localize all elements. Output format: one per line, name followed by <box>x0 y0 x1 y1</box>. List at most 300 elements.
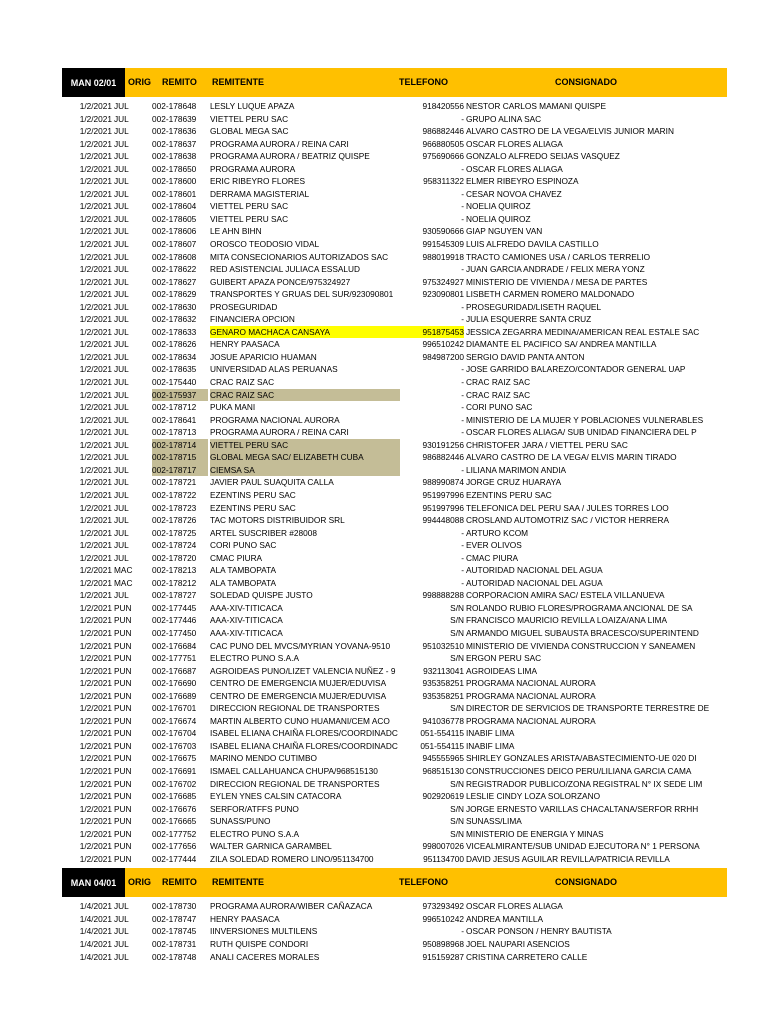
consignee-cell: JOEL NAUPARI ASENCIOS <box>466 939 570 949</box>
remito-cell: 002-176704 <box>152 728 197 739</box>
phone-cell: - <box>461 414 464 425</box>
origin-cell: JUL <box>114 464 129 475</box>
table-row <box>62 464 727 477</box>
column-header-remito: REMITO <box>162 77 197 87</box>
date-cell: 1/2/2021 <box>79 439 112 450</box>
remito-cell: 002-176691 <box>152 765 197 776</box>
table-row <box>62 627 727 640</box>
date-cell: 1/2/2021 <box>79 728 112 739</box>
sender-cell: CMAC PIURA <box>210 552 263 563</box>
column-header-consignado: CONSIGNADO <box>555 877 618 888</box>
origin-cell: JUL <box>114 101 129 111</box>
date-cell: 1/2/2021 <box>79 690 112 701</box>
phone-cell: - <box>461 163 464 174</box>
consignee-cell: CRISTINA CARRETERO CALLE <box>466 951 588 962</box>
column-header-telefono: TELEFONO <box>399 877 448 888</box>
origin-cell: JUL <box>114 926 129 937</box>
manifest-label: MAN 04/01 <box>62 868 125 897</box>
consignee-cell: EVER OLIVOS <box>466 540 522 551</box>
date-cell: 1/2/2021 <box>79 389 112 400</box>
phone-cell: - <box>461 577 464 588</box>
sender-cell: CENTRO DE EMERGENCIA MUJER/EDUVISA <box>210 678 387 689</box>
consignee-cell: EZENTINS PERU SAC <box>466 489 552 500</box>
date-cell: 1/2/2021 <box>79 377 112 388</box>
date-cell: 1/2/2021 <box>79 201 112 212</box>
remito-cell: 002-178714 <box>152 439 208 452</box>
date-cell: 1/2/2021 <box>79 640 112 651</box>
phone-cell: 935358251 <box>422 678 464 689</box>
table-row <box>62 602 727 615</box>
date-cell: 1/2/2021 <box>79 414 112 425</box>
origin-cell: JUL <box>114 901 129 912</box>
sender-cell: GENARO MACHACA CANSAYA <box>210 326 400 339</box>
table-row <box>62 113 727 126</box>
consignee-cell: AGROIDEAS LIMA <box>466 665 538 676</box>
table-row <box>62 752 727 765</box>
origin-cell: JUL <box>114 239 129 250</box>
table-row <box>62 828 727 841</box>
origin-cell: PUN <box>114 690 132 701</box>
remito-cell: 002-178748 <box>152 951 197 962</box>
sender-cell: PROGRAMA AURORA / REINA CARI <box>210 427 349 438</box>
table-row <box>62 577 727 590</box>
phone-cell: 988019918 <box>422 251 464 262</box>
sender-cell: EYLEN YNES CALSIN CATACORA <box>210 791 342 802</box>
date-cell: 1/2/2021 <box>79 176 112 187</box>
origin-cell: JUL <box>114 213 129 224</box>
date-cell: 1/2/2021 <box>79 841 112 852</box>
date-cell: 1/2/2021 <box>79 301 112 312</box>
table-row <box>62 276 727 289</box>
date-cell: 1/2/2021 <box>79 715 112 726</box>
date-cell: 1/4/2021 <box>79 901 112 912</box>
remito-cell: 002-178715 <box>152 451 208 464</box>
remito-cell: 002-178727 <box>152 590 197 601</box>
consignee-cell: PROSEGURIDAD/LISETH RAQUEL <box>466 301 602 312</box>
sender-cell: CAC PUNO DEL MVCS/MYRIAN YOVANA-9510 <box>210 640 391 651</box>
phone-cell: S/N <box>450 816 464 827</box>
phone-cell: - <box>461 201 464 212</box>
remito-cell: 002-178717 <box>152 464 208 477</box>
sender-cell: MITA CONSECIONARIOS AUTORIZADOS SAC <box>210 251 389 262</box>
table-row <box>62 476 727 489</box>
sender-cell: DIRECCION REGIONAL DE TRANSPORTES <box>210 703 380 714</box>
table-row <box>62 238 727 251</box>
date-cell: 1/2/2021 <box>79 113 112 124</box>
phone-cell: S/N <box>450 602 464 613</box>
origin-cell: PUN <box>114 778 132 789</box>
origin-cell: PUN <box>114 841 132 852</box>
origin-cell: JUL <box>114 489 129 500</box>
consignee-cell: LISBETH CARMEN ROMERO MALDONADO <box>466 289 635 300</box>
table-row <box>62 925 727 938</box>
table-row <box>62 938 727 951</box>
origin-cell: JUL <box>114 552 129 563</box>
date-cell: 1/2/2021 <box>79 590 112 601</box>
phone-cell: 975690666 <box>422 151 464 162</box>
origin-cell: JUL <box>114 540 129 551</box>
remito-cell: 002-176703 <box>152 740 197 751</box>
phone-cell: 991545309 <box>422 239 464 250</box>
sender-cell: CENTRO DE EMERGENCIA MUJER/EDUVISA <box>210 690 387 701</box>
phone-cell: S/N <box>450 828 464 839</box>
table-row <box>62 100 727 113</box>
origin-cell: JUL <box>114 502 129 513</box>
consignee-cell: OSCAR FLORES ALIAGA <box>466 138 563 149</box>
date-cell: 1/4/2021 <box>79 951 112 962</box>
phone-cell: 951032510 <box>422 640 464 651</box>
date-cell: 1/2/2021 <box>79 791 112 802</box>
remito-cell: 002-178648 <box>152 101 197 111</box>
sender-cell: JOSUE APARICIO HUAMAN <box>210 351 317 362</box>
column-header-consignado: CONSIGNADO <box>555 77 618 87</box>
remito-cell: 002-176674 <box>152 715 197 726</box>
phone-cell: - <box>461 527 464 538</box>
consignee-cell: CORPORACION AMIRA SAC/ ESTELA VILLANUEVA <box>466 590 665 601</box>
remito-cell: 002-178634 <box>152 351 197 362</box>
remito-cell: 002-178726 <box>152 515 197 526</box>
sender-cell: GLOBAL MEGA SAC <box>210 126 289 137</box>
consignee-cell: VICEALMIRANTE/SUB UNIDAD EJECUTORA N° 1 PERSONA <box>466 841 700 852</box>
consignee-cell: GONZALO ALFREDO SEIJAS VASQUEZ <box>466 151 620 162</box>
table-row <box>62 552 727 565</box>
sender-cell: ANALI CACERES MORALES <box>210 951 320 962</box>
sender-cell: EZENTINS PERU SAC <box>210 489 296 500</box>
remito-cell: 002-178641 <box>152 414 197 425</box>
phone-cell: 998888288 <box>422 590 464 601</box>
date-cell: 1/2/2021 <box>79 540 112 551</box>
remito-cell: 002-178723 <box>152 502 197 513</box>
date-cell: 1/2/2021 <box>79 853 112 864</box>
remito-cell: 002-176665 <box>152 816 197 827</box>
date-cell: 1/2/2021 <box>79 464 112 475</box>
sender-cell: LESLY LUQUE APAZA <box>210 101 295 111</box>
table-row <box>62 539 727 552</box>
remito-cell: 002-178633 <box>152 326 197 337</box>
table-row <box>62 652 727 665</box>
consignee-cell: GRUPO ALINA SAC <box>466 113 542 124</box>
consignee-cell: PROGRAMA NACIONAL AURORA <box>466 678 596 689</box>
origin-cell: JUL <box>114 226 129 237</box>
sender-cell: ISABEL ELIANA CHAIÑA FLORES/COORDINADC <box>210 728 398 739</box>
origin-cell: JUL <box>114 377 129 388</box>
table-row <box>62 313 727 326</box>
consignee-cell: NOELIA QUIROZ <box>466 201 531 212</box>
consignee-cell: AUTORIDAD NACIONAL DEL AGUA <box>466 565 603 576</box>
consignee-cell: CMAC PIURA <box>466 552 519 563</box>
phone-cell: S/N <box>450 615 464 626</box>
origin-cell: JUL <box>114 477 129 488</box>
remito-cell: 002-178725 <box>152 527 197 538</box>
consignee-cell: FRANCISCO MAURICIO REVILLA LOAIZA/ANA LIMA <box>466 615 668 626</box>
consignee-cell: ALVARO CASTRO DE LA VEGA/ELVIS JUNIOR MARIN <box>466 126 674 137</box>
table-row <box>62 665 727 678</box>
origin-cell: JUL <box>114 126 129 137</box>
phone-cell: 958311322 <box>423 176 464 187</box>
phone-cell: 994448088 <box>422 515 464 526</box>
column-header-remitente: REMITENTE <box>212 77 265 87</box>
remito-cell: 002-176675 <box>152 753 197 764</box>
remito-cell: 002-177751 <box>152 653 197 664</box>
consignee-cell: LUIS ALFREDO DAVILA CASTILLO <box>466 239 599 250</box>
phone-cell: 988990874 <box>422 477 464 488</box>
table-row <box>62 263 727 276</box>
date-cell: 1/4/2021 <box>79 939 112 949</box>
consignee-cell: DAVID JESUS AGUILAR REVILLA/PATRICIA REVILLA <box>466 853 670 864</box>
consignee-cell: NOELIA QUIROZ <box>466 213 531 224</box>
phone-cell: 998007026 <box>422 841 464 852</box>
origin-cell: JUL <box>114 201 129 212</box>
table-row <box>62 213 727 226</box>
table-row <box>62 225 727 238</box>
origin-cell: PUN <box>114 791 132 802</box>
date-cell: 1/2/2021 <box>79 502 112 513</box>
table-row <box>62 677 727 690</box>
origin-cell: JUL <box>114 590 129 601</box>
phone-cell: 984987200 <box>422 351 464 362</box>
remito-cell: 002-178607 <box>152 239 197 250</box>
consignee-cell: JUAN GARCIA ANDRADE / FELIX MERA YONZ <box>466 264 645 275</box>
table-row <box>62 489 727 502</box>
origin-cell: JUL <box>114 113 129 124</box>
remito-cell: 002-177445 <box>152 602 197 613</box>
origin-cell: PUN <box>114 803 132 814</box>
consignee-cell: JESSICA ZEGARRA MEDINA/AMERICAN REAL ESTALE SAC <box>466 326 700 337</box>
consignee-cell: GIAP NGUYEN VAN <box>466 226 543 237</box>
remito-cell: 002-176685 <box>152 791 197 802</box>
column-header-remito: REMITO <box>162 877 197 888</box>
column-header-telefono: TELEFONO <box>399 77 448 87</box>
phone-cell: - <box>461 552 464 563</box>
phone-cell: 915159287 <box>422 951 464 962</box>
origin-cell: JUL <box>114 188 129 199</box>
table-row <box>62 401 727 414</box>
date-cell: 1/2/2021 <box>79 753 112 764</box>
remito-cell: 002-178712 <box>152 402 197 413</box>
sender-cell: MARTIN ALBERTO CUNO HUAMANI/CEM ACO <box>210 715 390 726</box>
table-row <box>62 840 727 853</box>
sender-cell: SERFOR/ATFFS PUNO <box>210 803 299 814</box>
origin-cell: PUN <box>114 703 132 714</box>
consignee-cell: SHIRLEY GONZALES ARISTA/ABASTECIMIENTO-UE 020 DI <box>466 753 697 764</box>
remito-cell: 002-178608 <box>152 251 197 262</box>
phone-cell: 951997996 <box>422 489 464 500</box>
sender-cell: PUKA MANI <box>210 402 256 413</box>
consignee-cell: INABIF LIMA <box>466 740 515 751</box>
table-row <box>62 376 727 389</box>
phone-cell: S/N <box>450 803 464 814</box>
section-header <box>62 68 727 97</box>
phone-cell: 923090801 <box>422 289 464 300</box>
sender-cell: RED ASISTENCIAL JULIACA ESSALUD <box>210 264 361 275</box>
phone-cell: S/N <box>450 778 464 789</box>
remito-cell: 002-177444 <box>152 853 197 864</box>
consignee-cell: MINISTERIO DE VIVIENDA CONSTRUCCION Y SANEAMEN <box>466 640 696 651</box>
consignee-cell: SUNASS/LIMA <box>466 816 522 827</box>
remito-cell: 002-178747 <box>152 913 197 924</box>
origin-cell: PUN <box>114 602 132 613</box>
phone-cell: - <box>461 926 464 937</box>
phone-cell: - <box>461 427 464 438</box>
origin-cell: JUL <box>114 251 129 262</box>
column-header-orig: ORIG <box>128 77 152 87</box>
consignee-cell: JORGE CRUZ HUARAYA <box>466 477 562 488</box>
table-row <box>62 200 727 213</box>
origin-cell: JUL <box>114 138 129 149</box>
date-cell: 1/2/2021 <box>79 653 112 664</box>
date-cell: 1/4/2021 <box>79 926 112 937</box>
manifest-label: MAN 02/01 <box>62 68 125 97</box>
phone-cell: - <box>461 213 464 224</box>
date-cell: 1/2/2021 <box>79 251 112 262</box>
consignee-cell: PROGRAMA NACIONAL AURORA <box>466 715 596 726</box>
origin-cell: JUL <box>114 163 129 174</box>
sender-cell: ALA TAMBOPATA <box>210 565 277 576</box>
date-cell: 1/2/2021 <box>79 289 112 300</box>
origin-cell: PUN <box>114 640 132 651</box>
remito-cell: 002-178601 <box>152 188 197 199</box>
origin-cell: PUN <box>114 816 132 827</box>
sender-cell: ZILA SOLEDAD ROMERO LINO/951134700 <box>210 853 374 864</box>
consignee-cell: CRAC RAIZ SAC <box>466 377 531 388</box>
sender-cell: ERIC RIBEYRO FLORES <box>210 176 305 187</box>
remito-cell: 002-176684 <box>152 640 197 651</box>
table-row <box>62 338 727 351</box>
sender-cell: ELECTRO PUNO S.A.A <box>210 653 299 664</box>
sender-cell: CRAC RAIZ SAC <box>210 377 275 388</box>
remito-cell: 002-178636 <box>152 126 197 137</box>
phone-cell: 996510242 <box>422 339 464 350</box>
sender-cell: AAA-XIV-TITICACA <box>210 627 283 638</box>
remito-cell: 002-178637 <box>152 138 197 149</box>
origin-cell: PUN <box>114 627 132 638</box>
date-cell: 1/2/2021 <box>79 565 112 576</box>
phone-cell: 986882446 <box>422 126 464 137</box>
date-cell: 1/4/2021 <box>79 913 112 924</box>
date-cell: 1/2/2021 <box>79 163 112 174</box>
table-row <box>62 951 727 964</box>
sender-cell: PROGRAMA AURORA <box>210 163 296 174</box>
consignee-cell: LESLIE CINDY LOZA SOLORZANO <box>466 791 601 802</box>
remito-cell: 002-176676 <box>152 803 197 814</box>
consignee-cell: TRACTO CAMIONES USA / CARLOS TERRELIO <box>466 251 651 262</box>
origin-cell: JUL <box>114 389 129 400</box>
date-cell: 1/2/2021 <box>79 239 112 250</box>
origin-cell: PUN <box>114 615 132 626</box>
origin-cell: PUN <box>114 740 132 751</box>
origin-cell: PUN <box>114 653 132 664</box>
date-cell: 1/2/2021 <box>79 527 112 538</box>
consignee-cell: JOSE GARRIDO BALAREZO/CONTADOR GENERAL UAP <box>466 364 686 375</box>
sender-cell: GUIBERT APAZA PONCE/975324927 <box>210 276 351 287</box>
date-cell: 1/2/2021 <box>79 126 112 137</box>
consignee-cell: LILIANA MARIMON ANDIA <box>466 464 567 475</box>
sender-cell: RUTH QUISPE CONDORI <box>210 939 309 949</box>
sender-cell: VIETTEL PERU SAC <box>210 439 400 452</box>
consignee-cell: AUTORIDAD NACIONAL DEL AGUA <box>466 577 603 588</box>
sender-cell: PROGRAMA AURORA / REINA CARI <box>210 138 349 149</box>
table-row <box>62 614 727 627</box>
remito-cell: 002-175440 <box>152 377 197 388</box>
spacer <box>62 963 727 966</box>
date-cell: 1/2/2021 <box>79 703 112 714</box>
table-row <box>62 439 727 452</box>
sender-cell: CRAC RAIZ SAC <box>210 389 400 402</box>
date-cell: 1/2/2021 <box>79 489 112 500</box>
sender-cell: PROGRAMA AURORA/WIBER CAÑAZACA <box>210 901 373 912</box>
phone-cell: S/N <box>450 627 464 638</box>
table-row <box>62 125 727 138</box>
phone-cell: 950898968 <box>422 939 464 949</box>
remito-cell: 002-178622 <box>152 264 197 275</box>
phone-cell: 930191256 <box>422 439 464 450</box>
remito-cell: 002-178722 <box>152 489 197 500</box>
origin-cell: JUL <box>114 289 129 300</box>
table-row <box>62 138 727 151</box>
date-cell: 1/2/2021 <box>79 452 112 463</box>
table-row <box>62 589 727 602</box>
date-cell: 1/2/2021 <box>79 427 112 438</box>
consignee-cell: INABIF LIMA <box>466 728 515 739</box>
consignee-cell: OSCAR FLORES ALIAGA/ SUB UNIDAD FINANCIERA DEL P <box>466 427 697 438</box>
origin-cell: PUN <box>114 715 132 726</box>
remito-cell: 002-178605 <box>152 213 197 224</box>
remito-cell: 002-175937 <box>152 389 208 402</box>
table-row <box>62 815 727 828</box>
sender-cell: FINANCIERA OPCION <box>210 314 295 325</box>
date-cell: 1/2/2021 <box>79 402 112 413</box>
sender-cell: MARINO MENDO CUTIMBO <box>210 753 317 764</box>
origin-cell: JUL <box>114 414 129 425</box>
table-row <box>62 765 727 778</box>
table-row <box>62 451 727 464</box>
table-row <box>62 790 727 803</box>
table-row <box>62 727 727 740</box>
origin-cell: JUL <box>114 314 129 325</box>
phone-cell: 951875453 <box>397 326 464 339</box>
origin-cell: JUL <box>114 402 129 413</box>
sender-cell: PROSEGURIDAD <box>210 301 278 312</box>
remito-cell: 002-178639 <box>152 113 197 124</box>
phone-cell: 918420556 <box>422 101 464 111</box>
table-row <box>62 175 727 188</box>
remito-cell: 002-176702 <box>152 778 197 789</box>
consignee-cell: DIAMANTE EL PACIFICO SA/ ANDREA MANTILLA <box>466 339 657 350</box>
table-row <box>62 251 727 264</box>
phone-cell: 968515130 <box>422 765 464 776</box>
origin-cell: JUL <box>114 301 129 312</box>
table-row <box>62 502 727 515</box>
table-row <box>62 913 727 926</box>
remito-cell: 002-178629 <box>152 289 197 300</box>
date-cell: 1/2/2021 <box>79 765 112 776</box>
date-cell: 1/2/2021 <box>79 577 112 588</box>
remito-cell: 002-176701 <box>152 703 197 714</box>
sender-cell: ARTEL SUSCRIBER #28008 <box>210 527 317 538</box>
table-row <box>62 163 727 176</box>
table-row <box>62 426 727 439</box>
date-cell: 1/2/2021 <box>79 615 112 626</box>
table-row <box>62 414 727 427</box>
remito-cell: 002-178745 <box>152 926 197 937</box>
consignee-cell: ERGON PERU SAC <box>466 653 542 664</box>
sender-cell: DIRECCION REGIONAL DE TRANSPORTES <box>210 778 380 789</box>
consignee-cell: ARTURO KCOM <box>466 527 529 538</box>
sender-cell: IINVERSIONES MULTILENS <box>210 926 318 937</box>
sender-cell: PROGRAMA NACIONAL AURORA <box>210 414 340 425</box>
consignee-cell: MINISTERIO DE ENERGIA Y MINAS <box>466 828 604 839</box>
date-cell: 1/2/2021 <box>79 515 112 526</box>
